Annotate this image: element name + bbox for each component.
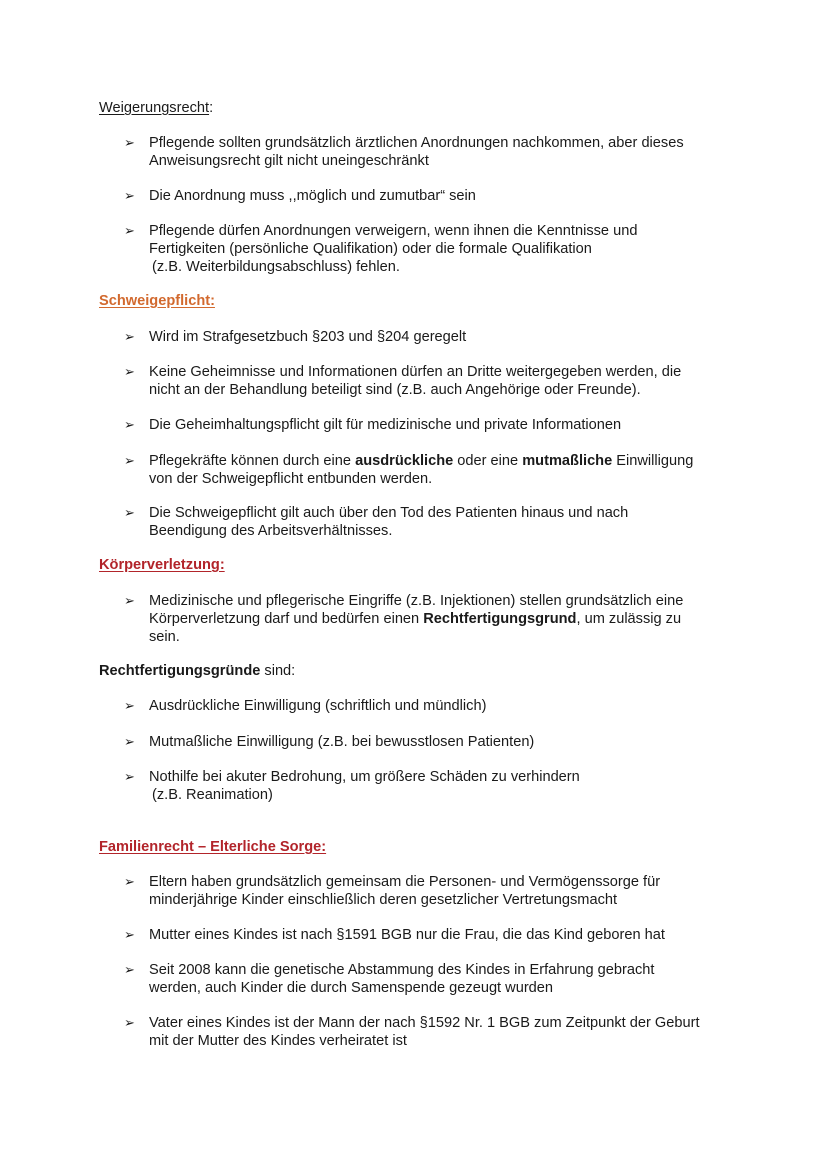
arrow-bullet-icon: ➢ bbox=[124, 417, 135, 432]
arrow-bullet-icon: ➢ bbox=[124, 962, 135, 977]
arrow-bullet-icon: ➢ bbox=[124, 223, 135, 238]
document-page: Weigerungsrecht: ➢ Pflegende sollten grundsätzlich ärztlichen Anordnungen nachkommen, aber dieses Anweisungsrecht gilt nicht uneingeschränkt ➢ Die Anordnung muss ,,möglich und zumutbar“ sein ➢ Pflegende dürfen Anordnungen verweigern, wenn ihnen die Kenntnisse und Fertigkeiten (persönliche Qualifikation) oder die formale Qualifikation (z.B. Weiterbildungsabschluss) fehlen. Schweigepflicht: ➢ Wird im Strafgesetzbuch §203 und §204 geregelt ➢ Keine Geheimnisse und Informationen dürfen an Dritte weitergegeben werden, die nicht an der Behandlung beteiligt sind (z.B. auch Angehörige oder Freunde). ➢ Die Geheimhaltungspflicht gilt für medizinische und private Informationen ➢ Pflegekräfte können durch eine ausdrückliche oder eine mutmaßliche Einwilligung von der Schweigepflicht entbunden werden. ➢ Die Schweigepflicht gilt auch über den Tod des Patienten hinaus und nach Beendigung des Arbeitsverhältnisses. Körperverletzung: ➢ Medizinische und pflegerische Eingriffe (z.B. Injektionen) stellen grundsätzlich eine Körperverletzung darf und bedürfen einen Rechtfertigungsgrund, um zulässig zu sein. Rechtfertigungsgründe sind: ➢ Ausdrückliche Einwilligung (schriftlich und mündlich) ➢ Mutmaßliche Einwilligung (z.B. bei bewusstlosen Patienten) ➢ Nothilfe bei akuter Bedrohung, um größere Schäden zu verhindern (z.B. Reanimation) Familienrecht – Elterliche Sorge: ➢ Eltern haben grundsätzlich gemeinsam die Personen- und Vermögenssorge für minderjährige Kinder einschließlich deren gesetzlicher Vertretungsmacht ➢ Mutter eines Kindes ist nach §1591 BGB nur die Frau, die das Kind geboren hat ➢ Seit 2008 kann die genetische Abstammung des Kindes in Erfahrung gebracht werden, auch Kinder die durch Samenspende gezeugt wurden ➢ Vater eines Kindes ist der Mann der nach §1592 Nr. 1 BGB zum Zeitpunkt der Geburt mit der Mutter des Kindes verheiratet ist bbox=[99, 100, 700, 1049]
arrow-bullet-icon: ➢ bbox=[124, 1015, 135, 1030]
arrow-bullet-icon: ➢ bbox=[124, 769, 135, 784]
arrow-bullet-icon: ➢ bbox=[124, 364, 135, 379]
arrow-bullet-icon: ➢ bbox=[124, 453, 135, 468]
heading-koerperverletzung: Körperverletzung: bbox=[99, 557, 225, 573]
arrow-bullet-icon: ➢ bbox=[124, 927, 135, 942]
heading-schweigepflicht: Schweigepflicht: bbox=[99, 293, 215, 309]
arrow-bullet-icon: ➢ bbox=[124, 698, 135, 713]
heading-rechtfertigungsgruende: Rechtfertigungsgründe sind: bbox=[99, 663, 296, 679]
arrow-bullet-icon: ➢ bbox=[124, 135, 135, 150]
arrow-bullet-icon: ➢ bbox=[124, 329, 135, 344]
heading-weigerungsrecht: Weigerungsrecht: bbox=[99, 100, 214, 116]
arrow-bullet-icon: ➢ bbox=[124, 593, 135, 608]
arrow-bullet-icon: ➢ bbox=[124, 874, 135, 889]
arrow-bullet-icon: ➢ bbox=[124, 188, 135, 203]
arrow-bullet-icon: ➢ bbox=[124, 734, 135, 749]
arrow-bullet-icon: ➢ bbox=[124, 505, 135, 520]
heading-familienrecht: Familienrecht – Elterliche Sorge: bbox=[99, 839, 327, 855]
